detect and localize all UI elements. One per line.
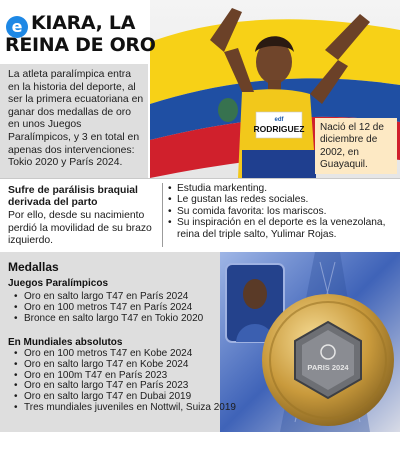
birth-info-box: Nació el 12 de diciembre de 2002, en Guayaquil. bbox=[315, 118, 397, 174]
medal-inscription: PARIS 2024 bbox=[307, 363, 349, 372]
fact-item: • Le gustan las redes sociales. bbox=[167, 194, 399, 205]
facts-list bbox=[167, 183, 399, 240]
footer-strip bbox=[0, 432, 400, 450]
page-title bbox=[5, 12, 171, 56]
paralympics-list bbox=[12, 292, 203, 324]
medal-item: • Oro en 100 metros T47 en París 2024 bbox=[12, 303, 203, 314]
fact-item: • Estudia markenting. bbox=[167, 183, 399, 194]
medal-item: • Oro en 100 metros T47 en Kobe 2024 bbox=[12, 349, 236, 360]
medal-item: • Oro en salto largo T47 en París 2023 bbox=[12, 381, 236, 392]
intro-text: La atleta paralímpica entra en la historia del deporte, al ser la primera ecuatoriana en ganar dos medallas de oro en unos Juegos Paralímpicos, y 3 en total en apenas dos intervenciones: Tokio 2020 y París 2024. bbox=[0, 64, 148, 178]
divider bbox=[162, 183, 163, 247]
paralympics-heading: Juegos Paralímpicos bbox=[8, 278, 109, 289]
title-line-1: KIARA, LA bbox=[31, 12, 136, 34]
medal-item: • Oro en salto largo T47 en París 2024 bbox=[12, 292, 203, 303]
medal-item: • Oro en salto largo T47 en Dubai 2019 bbox=[12, 392, 236, 403]
medal-item: • Tres mundiales juveniles en Nottwil, Suiza 2019 bbox=[12, 403, 236, 414]
condition-heading: Sufre de parálisis braquial derivada del parto bbox=[8, 185, 138, 208]
medal-item: • Bronce en salto largo T47 en Tokio 2020 bbox=[12, 314, 203, 325]
medal-item: • Oro en salto largo T47 en Kobe 2024 bbox=[12, 360, 236, 371]
medals-section bbox=[0, 252, 400, 432]
medal-item: • Oro en 100m T47 en París 2023 bbox=[12, 371, 236, 382]
condition-block bbox=[0, 179, 162, 251]
medals-heading: Medallas bbox=[8, 260, 59, 274]
hero-section bbox=[0, 0, 400, 178]
title-line-2: REINA DE ORO bbox=[5, 34, 156, 56]
medal-photo bbox=[220, 252, 400, 432]
brand-logo: e bbox=[6, 16, 28, 38]
bib-name: RODRIGUEZ bbox=[253, 124, 305, 134]
bio-section bbox=[0, 178, 400, 250]
worlds-heading: En Mundiales absolutos bbox=[8, 337, 123, 348]
worlds-list bbox=[12, 349, 236, 414]
bib-brand: edf bbox=[274, 117, 284, 123]
fact-item: • Su comida favorita: los mariscos. bbox=[167, 206, 399, 217]
fact-item: • Su inspiración en el deporte es la venezolana, reina del triple salto, Yulimar Rojas. bbox=[167, 217, 399, 240]
condition-text: Por ello, desde su nacimiento perdió la movilidad de su brazo izquierdo. bbox=[8, 210, 152, 247]
